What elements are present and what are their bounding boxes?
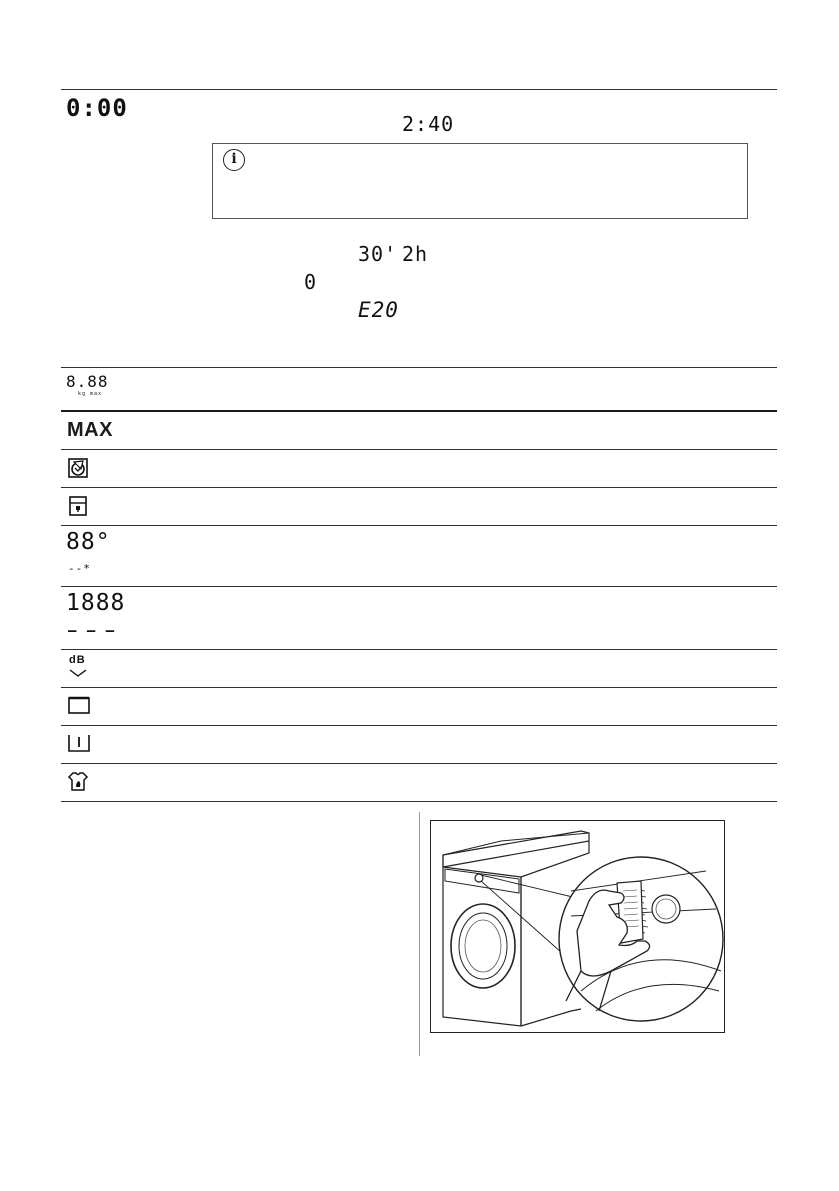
silent-icon — [68, 668, 88, 678]
drawer-icon — [67, 695, 91, 715]
column-divider — [419, 812, 420, 1056]
washing-machine-illustration — [430, 820, 725, 1033]
row-rule — [61, 449, 777, 450]
example-minutes-display: 30' — [358, 242, 398, 266]
example-zero-display: 0 — [304, 270, 318, 294]
spin-display: 1888 — [66, 590, 126, 616]
row-rule — [61, 763, 777, 764]
row-rule — [61, 801, 777, 802]
stain-icon — [67, 770, 89, 792]
row-rule — [61, 367, 777, 368]
row-rule — [61, 687, 777, 688]
detergent-dose-icon — [67, 457, 89, 479]
info-icon: i — [223, 149, 245, 171]
noise-label: dB — [69, 654, 86, 666]
temperature-display: 88° — [66, 529, 111, 555]
top-rule — [61, 89, 777, 90]
error-code-display: E20 — [358, 298, 399, 322]
row-rule — [61, 725, 777, 726]
row-rule — [61, 487, 777, 488]
row-rule — [61, 410, 777, 412]
door-lock-icon — [68, 495, 88, 517]
load-sub: kg max — [78, 391, 103, 397]
spin-sub: – – – — [68, 623, 116, 639]
row-rule — [61, 649, 777, 650]
example-hours-display: 2h — [402, 242, 429, 266]
rinse-hold-icon — [67, 733, 91, 753]
note-box — [212, 143, 748, 219]
row-rule — [61, 586, 777, 587]
load-display: 8.88 — [66, 372, 109, 391]
washing-machine-drawing — [431, 821, 724, 1032]
temperature-sub: --* — [68, 562, 91, 575]
row-rule — [61, 525, 777, 526]
max-label: MAX — [67, 419, 113, 441]
example-time-display: 2:40 — [402, 112, 455, 136]
delay-display: 0:00 — [66, 94, 128, 122]
